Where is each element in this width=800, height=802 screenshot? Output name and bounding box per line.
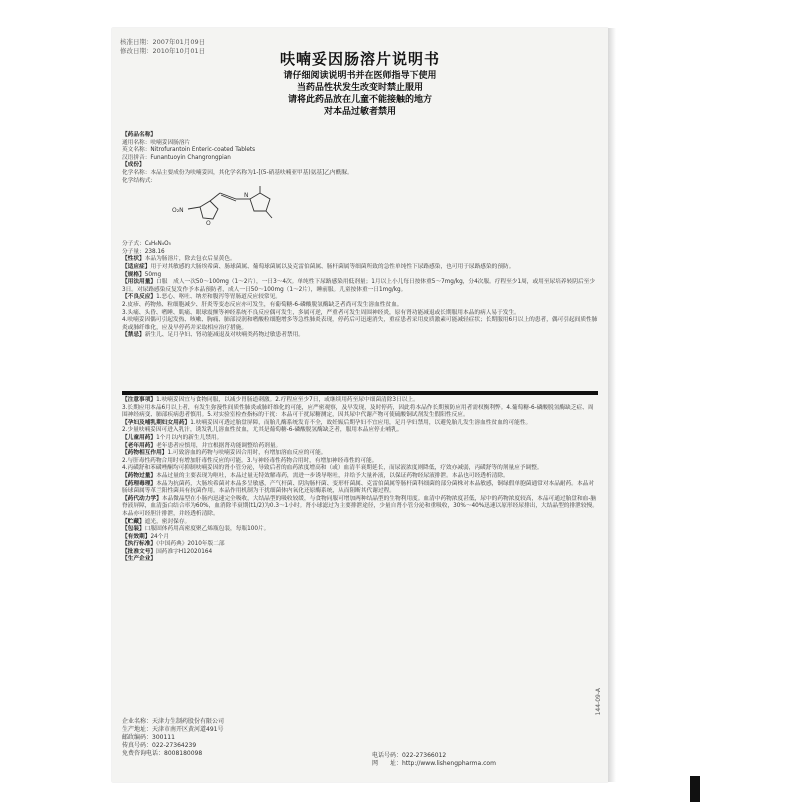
postcode: 邮政编码：300111 — [122, 734, 175, 741]
section-heading: 【包装】 — [122, 526, 145, 533]
leaflet-paragraph — [122, 317, 598, 332]
warning-line: 请将此药品放在儿童不能接触的地方 — [287, 95, 432, 105]
section-text: 1.可致溶血的药物与呋喃妥因合用时，有增加溶血反应的可能。 — [167, 450, 327, 457]
leaflet-paragraph — [122, 556, 598, 564]
section-heading: 【孕妇及哺乳期妇女用药】 — [122, 419, 191, 426]
section-text: 2.少量呋喃妥因可进入乳汁，诱发乳儿溶血性贫血，尤其是葡萄糖-6-磷酸脱氢酶缺乏者，服用本品应停止哺乳。 — [122, 427, 403, 434]
leaflet-paragraph — [122, 302, 598, 310]
leaflet-paragraph — [122, 332, 598, 340]
section-heading: 【性状】 — [122, 256, 145, 263]
leaflet-paragraph — [122, 256, 598, 264]
address: 生产地址：天津市南开区黄河道491号 — [122, 726, 224, 733]
leaflet-paragraph — [122, 541, 598, 549]
furan-oxygen-label: O — [206, 220, 211, 228]
section-text: 2.与肝毒性药物合用时有增加肝毒性反应的可能。3.与神经毒性药物合用时，有增加神经毒性的可能。 — [122, 457, 378, 464]
furan-ring — [200, 201, 218, 219]
fax: 传真号码：022-27364239 — [122, 742, 197, 749]
section-text: 《中国药典》2010年版二部 — [156, 541, 225, 548]
section-heading: 【规格】 — [122, 271, 145, 278]
page-edge-shadow — [608, 28, 616, 782]
section-heading: 【注意事项】 — [122, 397, 157, 403]
sec2-list — [122, 397, 598, 564]
leaflet-paragraph — [122, 473, 598, 481]
section-text: 遮光，密封保存。 — [144, 518, 191, 525]
section-heading: 【贮藏】 — [122, 518, 145, 525]
section-heading: 【不良反应】 — [122, 294, 157, 301]
website: 网 址：http://www.lishengpharma.com — [372, 760, 496, 767]
warning-lines — [112, 70, 608, 118]
section-heading: 【药物过量】 — [122, 472, 157, 479]
warning-line: 当药品性状发生改变时禁止服用 — [296, 83, 423, 93]
section-heading: 【儿童用药】 — [122, 434, 157, 441]
leaflet-paragraph — [122, 279, 598, 294]
section-text: 通用名称：呋喃妥因肠溶片 — [122, 139, 191, 146]
section-drug-info — [122, 132, 598, 340]
leaflet-paragraph — [122, 264, 598, 272]
section-heading: 【批准文号】 — [122, 548, 157, 555]
contact-column — [372, 752, 496, 768]
section-text: 1.呋喃妥因可透过胎盘屏障，而胎儿酶系统发育不全，故妊娠后期孕妇不宜应用，足月孕妇禁用，以避免胎儿发生溶血性贫血的可能性。 — [190, 419, 532, 426]
document-title: 呋喃妥因肠溶片说明书 — [279, 50, 440, 68]
hydantoin-ring — [250, 193, 270, 211]
leaflet-paragraph — [122, 519, 598, 527]
section-text: 分子量：238.16 — [122, 248, 165, 255]
chemical-structure-drawing — [162, 185, 312, 241]
section-text: 口服 成人一次50～100mg（1～2片），一日3～4次。单纯性下尿路感染用低剂量；1月以上小儿每日按体重5～7mg/kg，分4次服。疗程至少1周，或用至尿培养转阴后至少3日。对尿路感染反复发作予本品预防者，成人一日50～100mg（1～2片），睡前服。儿童按体重一日1mg/kg。 — [122, 279, 596, 293]
approval-date: 核准日期：2007年01月09日 — [120, 38, 206, 46]
section-text: 1.恶心、呕吐、纳差和腹泻等胃肠道反应较常见。 — [156, 294, 281, 301]
revision-date: 修改日期：2010年10月01日 — [120, 47, 206, 55]
bond-nitro — [188, 207, 200, 209]
section-heading: 【有效期】 — [122, 533, 151, 540]
section-usage-info — [122, 388, 598, 564]
leaflet-paragraph — [122, 427, 598, 435]
phone: 电话号码：022-27366012 — [372, 752, 447, 759]
section-text: 本品为肠溶片，除去包衣后显黄色。 — [144, 256, 236, 263]
section-text: 化学结构式： — [122, 177, 157, 184]
leaflet-paragraph — [122, 147, 598, 155]
section-heading: 【药理毒理】 — [122, 480, 157, 487]
manufacturer-footer — [122, 718, 598, 767]
section-heading: 【适应症】 — [122, 263, 151, 270]
bond-carbonyl-2 — [266, 211, 272, 218]
leaflet-paragraph — [122, 310, 598, 318]
sec1b-list — [122, 241, 598, 340]
section-text: 口服固体药用高密度聚乙烯瓶包装，每瓶100片。 — [144, 526, 270, 533]
leaflet-paragraph — [122, 294, 598, 302]
print-code: 144-09-A — [595, 688, 602, 716]
section-text: 英文名称：Nitrofurantoin Enteric-coated Tablets — [122, 147, 256, 154]
section-text: 用于对其敏感的大肠埃希菌、肠球菌属、葡萄球菌属以及克雷伯菌属、肠杆菌属等细菌所致的急性单纯性下尿路感染，也可用于尿路感染的预防。 — [150, 263, 515, 270]
section-text: 本品过量的主要表现为呕吐，本品过量无特效解毒药，需进一步诱导呕吐，并给予大量补液，以保证药物经尿液排泄。本品也可经透析清除。 — [156, 472, 509, 479]
heavy-divider — [122, 391, 598, 395]
section-text: 化学名称：本品主要成份为呋喃妥因，其化学名称为1-[(5-硝基呋喃亚甲基)氨基]乙内酰脲。 — [122, 169, 353, 176]
section-text: 本品为抗菌药，大肠埃希菌对本品多呈敏感，产气杆菌、阴沟肠杆菌、变形杆菌属、克雷伯菌属等肠杆菌科细菌的部分菌株对本品敏感，铜绿假单胞菌通常对本品耐药。本品对肠球菌属等革兰阳性菌具有抗菌作用。本品作用机制为干扰细菌体内氧化还原酶系统，从而阻断其代谢过程。 — [122, 480, 595, 495]
leaflet-paragraph — [122, 132, 598, 140]
section-heading: 【药品名称】 — [122, 132, 157, 138]
section-heading: 【成份】 — [122, 162, 145, 169]
leaflet-paragraph — [122, 405, 598, 420]
section-heading: 【禁忌】 — [122, 332, 145, 339]
leaflet-paragraph — [122, 549, 598, 557]
leaflet-paragraph — [122, 170, 598, 178]
section-text: 24个月 — [150, 533, 170, 540]
section-text: 50mg — [144, 271, 162, 278]
leaflet-paragraph — [122, 481, 598, 496]
warning-line: 对本品过敏者禁用 — [323, 107, 396, 117]
hotline: 免费咨询电话：8008180098 — [122, 750, 203, 757]
section-text: 4.呋喃妥因偶可引起发热、咳嗽、胸痛、肺部浸润和嗜酸粒细胞增多等急性肺炎表现，停药后可迅速消失，重症患者采用皮质激素可能减轻症状；长期服用6月以上的患者，偶可引起间质性肺炎或肺纤维化，应及早停药并采取相应治疗措施。 — [122, 317, 598, 331]
leaflet-paragraph — [122, 155, 598, 163]
section-text: 分子式：C₈H₆N₄O₅ — [122, 241, 171, 248]
section-heading: 【药物相互作用】 — [122, 450, 168, 457]
leaflet-paragraph — [122, 496, 598, 519]
corner-mark — [690, 776, 700, 802]
leaflet-paragraph — [122, 162, 598, 170]
section-text: 汉语拼音：Funantuoyin Changrongpian — [122, 154, 231, 161]
section-text: 1.呋喃妥因宜与食物同服，以减少胃肠道刺激。2.疗程应至少7日，或继续用药至尿中细菌清除3日以上。 — [156, 397, 419, 403]
section-text: 本品微晶型在小肠内迅速完全吸收，大结晶型的吸收较缓，与食物同服可增加两种结晶型的生物利用度。血清中药物浓度甚低，尿中的药物浓度较高，本品可通过胎盘和血-脑脊液屏障，血清蛋白结合率为60%，血消除半衰期(t1/2)为0.3～1小时。肾小球滤过为主要排泄途径，少量自肾小管分泌和重吸收，30%～40%迅速以原形经尿排出，大结晶型的排泄较慢。本品亦可经胆汁排泄，并经透析清除。 — [122, 495, 598, 517]
section-text: 4.丙磺舒和苯磺唑酮均可抑制呋喃妥因的肾小管分泌，导致后者的血药浓度增高和（或）血清半衰期延长，而尿液浓度则降低，疗效亦减弱，丙磺舒等的剂量应予调整。 — [122, 465, 543, 472]
structure-formula — [122, 185, 598, 241]
section-heading: 【用法用量】 — [122, 279, 157, 286]
leaflet-paragraph — [122, 241, 598, 249]
leaflet-paragraph — [122, 526, 598, 534]
section-text: 老年患者应慎用，并宜根据肾功能调整给药剂量。 — [156, 442, 282, 449]
section-text: 2.皮疹、药物热、粒细胞减少、肝炎等变态反应亦可发生，有葡萄糖-6-磷酸脱氢酶缺乏者尚可发生溶血性贫血。 — [122, 301, 403, 308]
warning-line: 请仔细阅读说明书并在医师指导下使用 — [283, 71, 437, 81]
leaflet-paragraph — [122, 272, 598, 280]
leaflet-paragraph — [122, 435, 598, 443]
bond-methylidene — [210, 193, 220, 201]
section-text: 新生儿、足月孕妇、肾功能减退及对呋喃类药物过敏患者禁用。 — [144, 332, 304, 339]
section-text: 1个月以内的新生儿禁用。 — [156, 434, 223, 441]
leaflet-paragraph — [122, 450, 598, 458]
leaflet-paragraph — [122, 465, 598, 473]
section-heading: 【执行标准】 — [122, 541, 157, 548]
section-text: 3.头痛、头昏、嗜睡、肌痛、眼球震颤等神经系统不良反应偶可发生，多属可逆，严重者可发生周围神经炎，原有肾功能减退或长期服用本品的病人易于发生。 — [122, 309, 520, 316]
section-heading: 【生产企业】 — [122, 556, 157, 563]
leaflet-paragraph — [122, 397, 598, 405]
nitro-label: O₂N — [172, 207, 184, 215]
section-heading: 【老年用药】 — [122, 442, 157, 449]
leaflet-paragraph — [122, 178, 598, 186]
sec1-list — [122, 132, 598, 185]
nitrogen-label: N — [244, 192, 249, 200]
leaflet-sheet — [112, 28, 608, 782]
section-heading: 【药代动力学】 — [122, 495, 162, 502]
section-text: 3.长期应用本品6月以上者，有发生弥漫性间质性肺炎或肺纤维化的可能，应严密观察，及早发现，及时停药，因此将本品作长期预防应用者需权衡利弊。4.葡萄糖-6-磷酸脱氢酶缺乏症、周围神经病变、肺部疾病患者慎用。5.对实验室检查指标的干扰：本品可干扰尿糖测定，因其尿中代谢产物可使硫酸铜试剂发生假阳性反应。 — [122, 404, 594, 419]
company-name: 企业名称：天津力生制药股份有限公司 — [122, 718, 225, 725]
section-text: 国药准字H12020164 — [156, 548, 213, 555]
